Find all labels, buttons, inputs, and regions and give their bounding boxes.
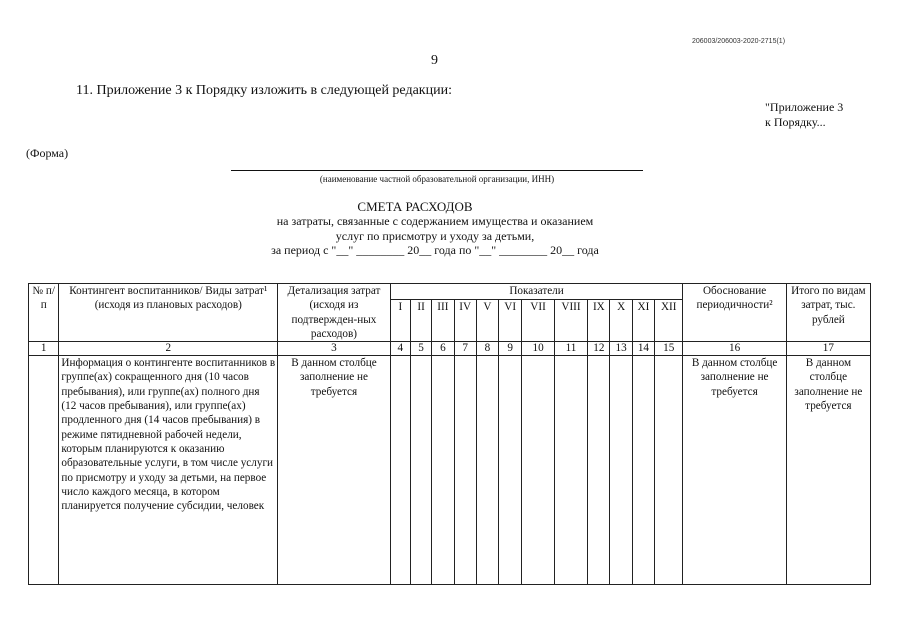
column-number: 16 bbox=[683, 342, 786, 356]
month-cell bbox=[632, 356, 654, 585]
column-number: 13 bbox=[610, 342, 632, 356]
month-header: III bbox=[432, 299, 454, 342]
column-numbers-row bbox=[29, 342, 871, 356]
row-total-note: В данном столбце заполнение не требуется bbox=[786, 356, 870, 585]
annex-line-2: к Порядку... bbox=[765, 115, 826, 129]
month-cell bbox=[410, 356, 431, 585]
month-cell bbox=[432, 356, 454, 585]
month-header: VIII bbox=[554, 299, 587, 342]
row-detail-note: В данном столбце заполнение не требуется bbox=[278, 356, 390, 585]
column-number: 10 bbox=[522, 342, 554, 356]
month-header: X bbox=[610, 299, 632, 342]
month-cell bbox=[476, 356, 498, 585]
column-number: 17 bbox=[786, 342, 870, 356]
header-row bbox=[29, 284, 871, 300]
month-cell bbox=[554, 356, 587, 585]
month-header: II bbox=[410, 299, 431, 342]
header-contingent: Контингент воспитанников/ Виды затрат¹ (исходя из плановых расходов) bbox=[59, 284, 278, 342]
document-id: 206003/206003-2020-2715(1) bbox=[692, 38, 786, 45]
column-number: 2 bbox=[59, 342, 278, 356]
page-number: 9 bbox=[431, 53, 438, 68]
subtitle-line-2: услуг по присмотру и уходу за детьми, bbox=[335, 228, 535, 243]
organization-caption: (наименование частной образовательной организации, ИНН) bbox=[319, 174, 555, 184]
month-header: I bbox=[390, 299, 410, 342]
annex-line-1: "Приложение 3 bbox=[765, 100, 844, 114]
month-cell bbox=[610, 356, 632, 585]
month-header: IV bbox=[454, 299, 476, 342]
annex-reference bbox=[765, 100, 843, 130]
column-number: 9 bbox=[499, 342, 522, 356]
month-header: XII bbox=[655, 299, 683, 342]
row-description: Информация о контингенте воспитанников в группе(ах) сокращенного дня (10 часов пребывания), или группе(ах) полного дня (12 часов пребывания), или группе(ах) продленного дня (14 часов пребывания) в режиме пятидневной рабочей недели, которым планируются к оказанию образовательные услуги, в том числе услуги по присмотру и уходу за детьми, на первое число каждого месяца, в котором планируется получение субсидии, человек bbox=[59, 356, 278, 585]
month-header: IX bbox=[588, 299, 610, 342]
row-basis-note: В данном столбце заполнение не требуется bbox=[683, 356, 786, 585]
month-cell bbox=[390, 356, 410, 585]
column-number: 4 bbox=[390, 342, 410, 356]
month-header: XI bbox=[632, 299, 654, 342]
month-cell bbox=[454, 356, 476, 585]
header-indicators: Показатели bbox=[390, 284, 683, 300]
header-total: Итого по видам затрат, тыс. рублей bbox=[786, 284, 870, 342]
month-header: VII bbox=[522, 299, 554, 342]
column-number: 1 bbox=[29, 342, 59, 356]
row-number-cell bbox=[29, 356, 59, 585]
month-header: VI bbox=[499, 299, 522, 342]
header-basis: Обоснование периодичности² bbox=[683, 284, 786, 342]
expense-table bbox=[28, 283, 871, 585]
column-number: 6 bbox=[432, 342, 454, 356]
month-cell bbox=[522, 356, 554, 585]
column-number: 8 bbox=[476, 342, 498, 356]
month-cell bbox=[499, 356, 522, 585]
column-number: 11 bbox=[554, 342, 587, 356]
column-number: 15 bbox=[655, 342, 683, 356]
month-cell bbox=[655, 356, 683, 585]
column-number: 7 bbox=[454, 342, 476, 356]
estimate-subtitle bbox=[200, 214, 670, 258]
month-header: V bbox=[476, 299, 498, 342]
subtitle-line-3: за период с "__" ________ 20__ года по "__" ________ 20__ года bbox=[271, 243, 599, 257]
form-label: (Форма) bbox=[26, 146, 69, 160]
header-detail: Детализация затрат (исходя из подтвержден-ных расходов) bbox=[278, 284, 390, 342]
section-heading: 11. Приложение 3 к Порядку изложить в следующей редакции: bbox=[76, 83, 452, 98]
organization-name-line bbox=[231, 170, 643, 171]
column-number: 12 bbox=[588, 342, 610, 356]
column-number: 14 bbox=[632, 342, 654, 356]
month-cell bbox=[588, 356, 610, 585]
table-row bbox=[29, 356, 871, 585]
subtitle-line-1: на затраты, связанные с содержанием имущества и оказанием bbox=[276, 214, 594, 228]
estimate-title: СМЕТА РАСХОДОВ bbox=[357, 199, 473, 214]
column-number: 5 bbox=[410, 342, 431, 356]
header-number: № п/п bbox=[29, 284, 59, 342]
column-number: 3 bbox=[278, 342, 390, 356]
